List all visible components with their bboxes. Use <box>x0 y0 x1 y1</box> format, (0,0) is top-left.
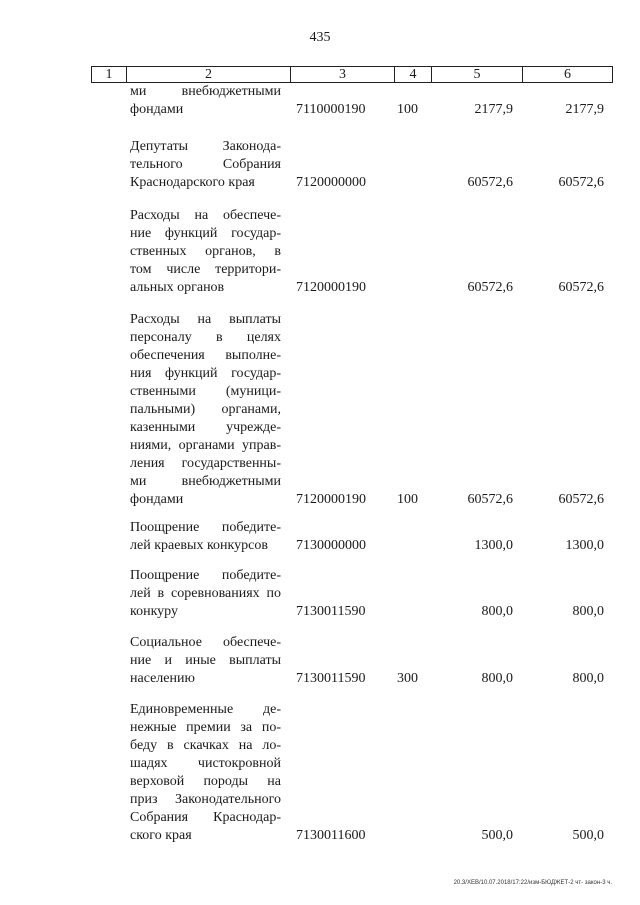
description-line: нежные премии за по- <box>130 720 281 735</box>
description-line: Социальное обеспече- <box>130 635 281 650</box>
description-line: альных органов <box>130 280 225 295</box>
row-code: 7130011590 <box>296 604 366 619</box>
description-line: ственных органов, в <box>130 244 281 259</box>
description-line: ние функций государ- <box>130 226 281 241</box>
row-value-col5: 500,0 <box>481 828 513 843</box>
description-line: шадях чистокровной <box>130 756 281 771</box>
description-line: ми внебюджетными <box>130 474 281 489</box>
row-code: 7120000190 <box>296 280 366 295</box>
description-line: ние и иные выплаты <box>130 653 281 668</box>
description-line: обеспечения выполне- <box>130 348 281 363</box>
row-value-col5: 60572,6 <box>467 492 513 507</box>
row-expense-type: 100 <box>397 492 418 507</box>
header-col-6: 6 <box>522 66 613 83</box>
description-line: лей в соревнованиях по <box>130 586 281 601</box>
header-col-2: 2 <box>126 66 290 83</box>
row-expense-type: 100 <box>397 102 418 117</box>
description-line: Собрания Краснодар- <box>130 810 281 825</box>
row-description <box>130 567 281 621</box>
description-line: ственными (муници- <box>130 384 281 399</box>
row-description <box>130 83 281 119</box>
row-description <box>130 207 281 297</box>
row-value-col6: 500,0 <box>572 828 604 843</box>
row-value-col6: 60572,6 <box>558 175 604 190</box>
row-value-col6: 60572,6 <box>558 492 604 507</box>
description-line: Единовременные де- <box>130 702 281 717</box>
row-code: 7130000000 <box>296 538 366 553</box>
row-value-col5: 800,0 <box>481 604 513 619</box>
description-line: населению <box>130 671 195 686</box>
row-value-col6: 800,0 <box>572 604 604 619</box>
table-header <box>91 66 613 83</box>
description-line: фондами <box>130 492 184 507</box>
row-value-col5: 60572,6 <box>467 280 513 295</box>
row-code: 7130011590 <box>296 671 366 686</box>
description-line: Депутаты Законода- <box>130 139 281 154</box>
description-line: ми внебюджетными <box>130 84 281 99</box>
row-description <box>130 138 281 192</box>
header-col-4: 4 <box>394 66 431 83</box>
row-description <box>130 519 281 555</box>
description-line: ления государственны- <box>130 456 281 471</box>
description-line: конкуру <box>130 604 179 619</box>
description-line: Поощрение победите- <box>130 568 281 583</box>
row-code: 7120000190 <box>296 492 366 507</box>
description-line: персоналу в целях <box>130 330 281 345</box>
footer-stamp: 20.3/ХЕВ/10.07.2018/17:22/изм-БЮДЖЕТ-2 чт- закон-3 ч. <box>453 880 612 886</box>
row-description <box>130 701 281 845</box>
row-value-col5: 60572,6 <box>467 175 513 190</box>
description-line: Краснодарского края <box>130 175 255 190</box>
description-line: Расходы на обеспече- <box>130 208 281 223</box>
description-line: ниями, органами управ- <box>130 438 281 453</box>
header-col-1: 1 <box>91 66 126 83</box>
row-code: 7120000000 <box>296 175 366 190</box>
row-value-col5: 800,0 <box>481 671 513 686</box>
header-col-3: 3 <box>290 66 394 83</box>
row-value-col5: 2177,9 <box>474 102 513 117</box>
description-line: том числе территори- <box>130 262 281 277</box>
description-line: приз Законодательного <box>130 792 281 807</box>
description-line: лей краевых конкурсов <box>130 538 268 553</box>
description-line: фондами <box>130 102 184 117</box>
row-description <box>130 634 281 688</box>
row-value-col6: 2177,9 <box>565 102 604 117</box>
description-line: пальными) органами, <box>130 402 281 417</box>
description-line: верховой породы на <box>130 774 281 789</box>
description-line: Поощрение победите- <box>130 520 281 535</box>
header-col-5: 5 <box>431 66 522 83</box>
page-number: 435 <box>309 30 331 45</box>
row-value-col5: 1300,0 <box>474 538 513 553</box>
row-value-col6: 60572,6 <box>558 280 604 295</box>
row-code: 7110000190 <box>296 102 366 117</box>
description-line: ского края <box>130 828 192 843</box>
row-expense-type: 300 <box>397 671 418 686</box>
row-description <box>130 311 281 509</box>
row-code: 7130011600 <box>296 828 366 843</box>
row-value-col6: 1300,0 <box>565 538 604 553</box>
description-line: ния функций государ- <box>130 366 281 381</box>
description-line: казенными учрежде- <box>130 420 281 435</box>
row-value-col6: 800,0 <box>572 671 604 686</box>
description-line: Расходы на выплаты <box>130 312 281 327</box>
description-line: беду в скачках на ло- <box>130 738 281 753</box>
description-line: тельного Собрания <box>130 157 281 172</box>
